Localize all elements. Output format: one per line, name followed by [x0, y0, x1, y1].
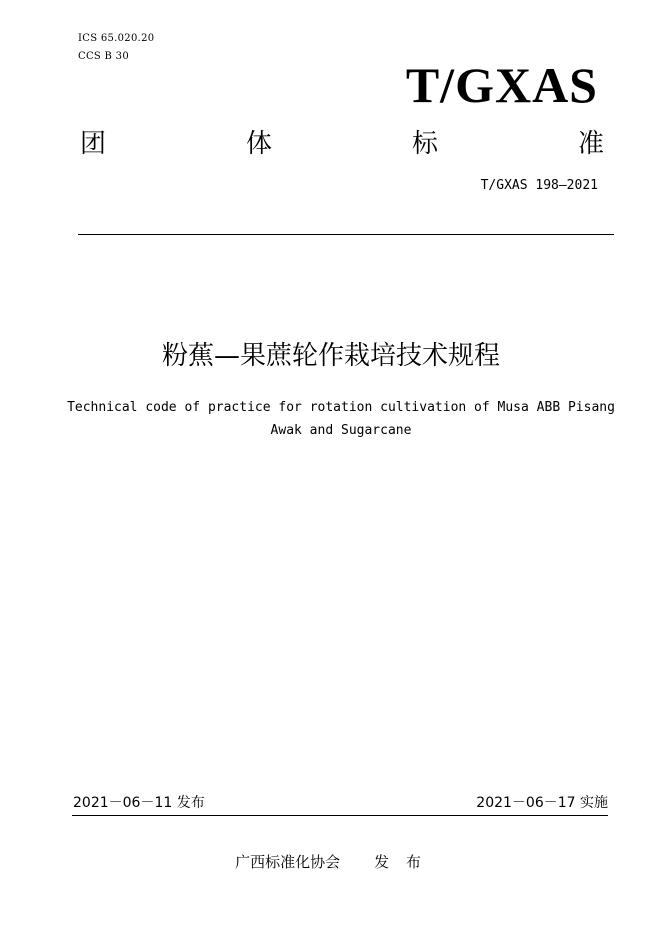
publisher-organization: 广西标准化协会 [235, 853, 341, 871]
publisher-action: 发 布 [374, 853, 427, 871]
document-title-english: Technical code of practice for rotation cultivation of Musa ABB Pisang Awak and Sugarcane [67, 400, 615, 438]
publisher-line [0, 851, 662, 872]
standard-type-heading [80, 128, 604, 160]
document-title-chinese: 粉蕉—果蔗轮作栽培技术规程 [161, 341, 500, 371]
standard-type-char: 准 [577, 129, 604, 159]
implementation-date: 2021－06－17 实施 [476, 795, 608, 811]
standard-logo: T/GXAS [405, 57, 598, 113]
footer-divider [72, 815, 608, 816]
ccs-code: CCS B 30 [78, 51, 129, 62]
header-divider [78, 234, 614, 235]
ics-code: ICS 65.020.20 [78, 33, 155, 44]
standard-type-char: 团 [80, 129, 107, 159]
standard-number: T/GXAS 198—2021 [480, 178, 598, 193]
standard-type-char: 体 [245, 129, 272, 159]
publish-date: 2021－06－11 发布 [73, 795, 205, 811]
standard-type-char: 标 [411, 129, 438, 159]
